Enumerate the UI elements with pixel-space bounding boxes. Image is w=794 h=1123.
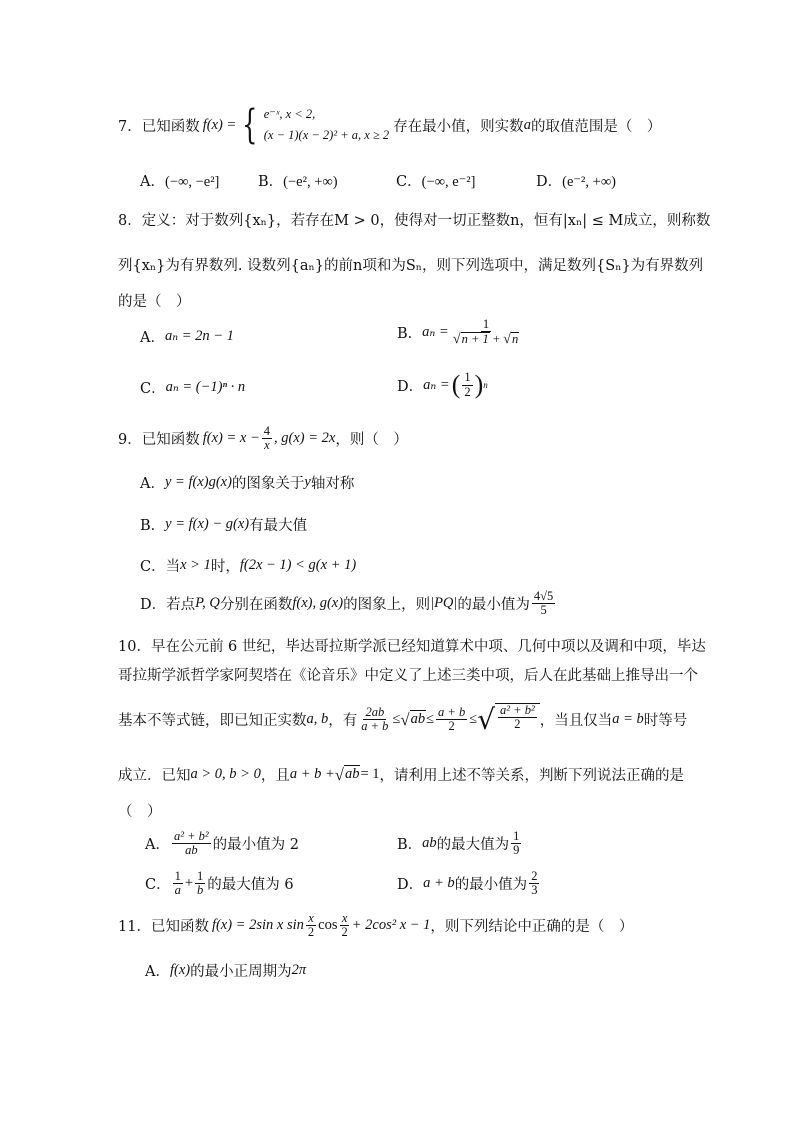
option-text: 轴对称 <box>310 476 355 492</box>
question-8-option-d[interactable] <box>397 370 488 400</box>
fraction <box>451 318 522 347</box>
sqrt <box>477 703 540 736</box>
numerator: 1 <box>464 370 471 385</box>
fraction <box>436 706 467 733</box>
option-label: C． <box>396 174 422 190</box>
numerator: 1 <box>197 869 204 883</box>
numerator: 1 <box>174 869 181 883</box>
question-8-option-c[interactable] <box>140 377 245 398</box>
fraction <box>498 704 537 731</box>
option-a[interactable] <box>140 170 258 191</box>
option-d[interactable] <box>536 170 616 191</box>
plus-sign: + <box>184 875 194 892</box>
denominator: a <box>174 883 181 898</box>
option-c[interactable] <box>396 170 536 191</box>
option-text: 若点 <box>166 597 196 614</box>
option-b[interactable] <box>258 170 396 191</box>
option-text: 的最小值为 <box>454 877 528 894</box>
numerator: 1 <box>513 829 520 843</box>
question-8-stem-line-2 <box>118 254 703 275</box>
radicand: n <box>511 332 519 347</box>
option-text: aₙ = (−1)ⁿ · n <box>165 379 246 395</box>
question-10-stem-line-4 <box>118 764 684 785</box>
case-1: e⁻ˣ, x < 2, <box>263 107 316 121</box>
option-text: aₙ = 2n − 1 <box>164 328 234 344</box>
question-10-option-b[interactable] <box>397 830 523 857</box>
stem-text: 已知函数 <box>141 118 200 135</box>
question-10-option-a[interactable] <box>145 830 299 857</box>
stem-text: 的取值范围是（ ） <box>530 118 662 135</box>
option-label: A． <box>140 174 165 190</box>
option-label: B． <box>258 174 284 190</box>
fraction <box>359 706 390 733</box>
option-math: a + b <box>423 875 455 892</box>
option-label: B． <box>397 837 423 854</box>
question-9-option-b[interactable] <box>140 514 307 535</box>
sqrt <box>335 765 361 785</box>
le-sign: ≤ <box>469 711 478 727</box>
option-text: (−e², +∞) <box>283 174 338 190</box>
denominator: ab <box>185 843 198 858</box>
denominator: 2 <box>307 925 315 940</box>
denominator: 3 <box>531 883 538 898</box>
option-text: 的最小正周期为 <box>190 964 292 980</box>
option-text: 的最小值为 2 <box>212 837 300 854</box>
question-8-stem-line-1 <box>118 209 710 230</box>
fraction <box>262 425 272 452</box>
radicand: ab <box>410 710 427 730</box>
cos-label: cos <box>318 917 338 934</box>
question-11-option-a[interactable] <box>145 960 306 981</box>
stem-text: 已知函数 <box>141 432 200 449</box>
stem-text: 时等号 <box>643 713 688 729</box>
left-paren: ( <box>451 370 461 399</box>
option-label: A． <box>145 837 170 854</box>
option-label: D． <box>397 877 424 894</box>
option-lhs: aₙ = <box>423 376 450 393</box>
denominator: a + b <box>361 719 389 733</box>
denominator: 2 <box>464 384 471 399</box>
numerator: x <box>341 911 348 925</box>
option-text: (e⁻², +∞) <box>562 174 616 190</box>
option-var: y <box>304 474 311 490</box>
option-label: B． <box>140 518 166 534</box>
right-paren: ) <box>474 370 484 399</box>
question-number: 9． <box>118 432 142 449</box>
question-10-stem-line-2 <box>118 664 698 685</box>
stem-text: 基本不等式链，即已知正实数 <box>118 713 307 729</box>
stem-text: 列{xₙ}为有界数列. 设数列{aₙ}的前n项和为Sₙ，则下列选项中，满足数列{Sₙ}为有界数列 <box>118 258 704 274</box>
fraction <box>532 590 555 617</box>
option-text: 的最大值为 6 <box>207 877 294 894</box>
option-label: A． <box>140 330 165 346</box>
le-sign: ≤ <box>426 711 435 727</box>
option-label: C． <box>140 381 166 397</box>
radical-sign: √ <box>334 764 344 784</box>
stem-text: （ ） <box>118 804 162 820</box>
fraction <box>529 870 539 897</box>
option-label: D． <box>140 597 167 614</box>
stem-text: ，当且仅当 <box>539 713 613 729</box>
function-g: , g(x) = 2x <box>274 430 336 447</box>
option-text: 时， <box>210 559 240 575</box>
math: a > 0, b > 0 <box>190 766 261 782</box>
numerator: a + b <box>438 704 466 719</box>
function-tail: + 2cos² x − 1 <box>351 917 431 934</box>
denominator: 9 <box>513 843 520 858</box>
exponent: n <box>483 380 488 390</box>
sqrt <box>503 332 519 347</box>
option-math: P, Q <box>195 595 220 612</box>
radical-sign: √ <box>452 331 461 348</box>
numerator: 2ab <box>365 704 385 719</box>
option-text: 的图象关于 <box>231 476 305 492</box>
denominator: b <box>197 883 204 898</box>
numerator: 4√5 <box>533 589 554 603</box>
sqrt <box>453 332 490 347</box>
question-9-option-c[interactable] <box>140 555 356 576</box>
question-number: 11． <box>118 919 151 936</box>
question-9-stem <box>118 425 408 452</box>
option-text: 的最大值为 <box>436 837 510 854</box>
math: a = b <box>612 711 644 727</box>
option-math: ab <box>422 835 437 852</box>
option-label: D． <box>397 378 424 395</box>
question-10-option-c[interactable] <box>145 870 294 897</box>
le-sign: ≤ <box>392 711 401 727</box>
option-text: 有最大值 <box>249 518 308 534</box>
fraction <box>462 371 472 398</box>
option-label: C． <box>140 559 166 575</box>
radicand <box>495 703 540 736</box>
stem-text: ，则下列结论中正确的是（ ） <box>430 919 634 936</box>
fraction <box>339 912 349 939</box>
denominator <box>451 332 522 347</box>
radicand: n + 1 <box>461 332 489 347</box>
option-text: 的图象上，则 <box>343 597 431 614</box>
option-label: C． <box>145 877 171 894</box>
radical-sign: √ <box>503 331 511 348</box>
math: a, b <box>306 711 329 727</box>
option-math: |PQ| <box>430 595 458 612</box>
math: = 1 <box>360 766 380 782</box>
question-8-option-a[interactable] <box>140 326 234 347</box>
question-11-stem <box>118 912 633 939</box>
denominator: 2 <box>514 717 521 732</box>
sqrt <box>400 710 426 730</box>
piecewise-brace: { <box>242 102 258 149</box>
numerator: 2 <box>531 869 538 883</box>
fraction <box>172 830 211 857</box>
question-10-stem-line-5 <box>118 800 162 821</box>
option-label: D． <box>536 174 563 190</box>
fraction <box>195 870 205 897</box>
fraction <box>511 830 521 857</box>
denominator: 5 <box>540 603 547 618</box>
plus-sign: + <box>492 332 500 347</box>
stem-text: 定义：对于数列{xₙ}，若存在M > 0，使得对一切正整数n，恒有|xₙ| ≤ M成立，则称数 <box>141 213 711 229</box>
radical-sign: √ <box>477 703 496 736</box>
question-7-stem <box>118 104 661 147</box>
numerator: 1 <box>482 317 490 331</box>
question-number: 8． <box>118 213 142 229</box>
option-math: x > 1 <box>180 557 211 573</box>
question-8-option-b[interactable] <box>397 318 523 347</box>
radical-sign: √ <box>400 709 410 729</box>
numerator: a² + b² <box>500 703 535 717</box>
function-f: f(x) = x − <box>202 430 260 447</box>
numerator: 4 <box>263 424 270 438</box>
option-text: 当 <box>165 559 181 575</box>
stem-text: ，则（ ） <box>335 432 408 449</box>
option-label: A． <box>145 964 170 980</box>
denominator: x <box>264 438 270 453</box>
question-10-stem-line-1 <box>118 635 706 656</box>
option-label: B． <box>397 326 423 343</box>
numerator: a² + b² <box>173 829 209 843</box>
stem-text: 哥拉斯学派哲学家阿契塔在《论音乐》中定义了上述三类中项，后人在此基础上推导出一个 <box>118 668 698 684</box>
denominator: 2 <box>341 925 348 940</box>
variable: a <box>523 116 531 133</box>
piecewise-cases <box>264 104 389 147</box>
question-number: 10． <box>118 639 151 655</box>
question-10-stem-line-3 <box>118 703 687 736</box>
stem-text: 存在最小值，则实数 <box>393 118 524 135</box>
option-math: f(x) <box>169 962 191 978</box>
question-8-stem-line-3 <box>118 290 191 311</box>
option-math: y = f(x)g(x) <box>164 474 232 490</box>
option-lhs: aₙ = <box>422 324 449 341</box>
denominator: 2 <box>448 719 455 733</box>
option-label: A． <box>140 476 165 492</box>
stem-text: 已知函数 <box>150 919 209 936</box>
stem-text: 的是（ ） <box>118 294 191 310</box>
option-text: (−∞, e⁻²] <box>421 174 476 190</box>
fraction <box>173 870 183 897</box>
fraction <box>306 912 316 939</box>
question-9-option-a[interactable] <box>140 472 354 493</box>
stem-text: 早在公元前 6 世纪，毕达哥拉斯学派已经知道算术中项、几何中项以及调和中项，毕达 <box>150 639 706 655</box>
option-text: (−∞, −e²] <box>164 174 220 190</box>
stem-text: ，且 <box>260 768 290 784</box>
numerator: x <box>308 911 314 925</box>
case-2: (x − 1)(x − 2)² + a, x ≥ 2 <box>263 128 390 143</box>
radicand: ab <box>344 765 361 785</box>
question-9-option-d[interactable] <box>140 590 557 617</box>
stem-text: 成立．已知 <box>118 768 191 784</box>
question-number: 7． <box>118 118 142 135</box>
option-text: 分别在函数 <box>219 597 293 614</box>
stem-text: ，请利用上述不等关系，判断下列说法正确的是 <box>379 768 684 784</box>
stem-text: ，有 <box>328 713 358 729</box>
question-10-option-d[interactable] <box>397 870 541 897</box>
question-7-options <box>140 170 616 191</box>
option-text: 的最小值为 <box>457 597 530 614</box>
option-math: f(2x − 1) < g(x + 1) <box>239 557 357 573</box>
option-math: y = f(x) − g(x) <box>165 516 250 532</box>
function-name: f(x) = <box>202 116 237 133</box>
math: a + b + <box>289 766 335 782</box>
option-math: f(x), g(x) <box>292 595 344 612</box>
function-f: f(x) = 2sin x sin <box>211 917 304 934</box>
option-value: 2π <box>291 962 307 978</box>
